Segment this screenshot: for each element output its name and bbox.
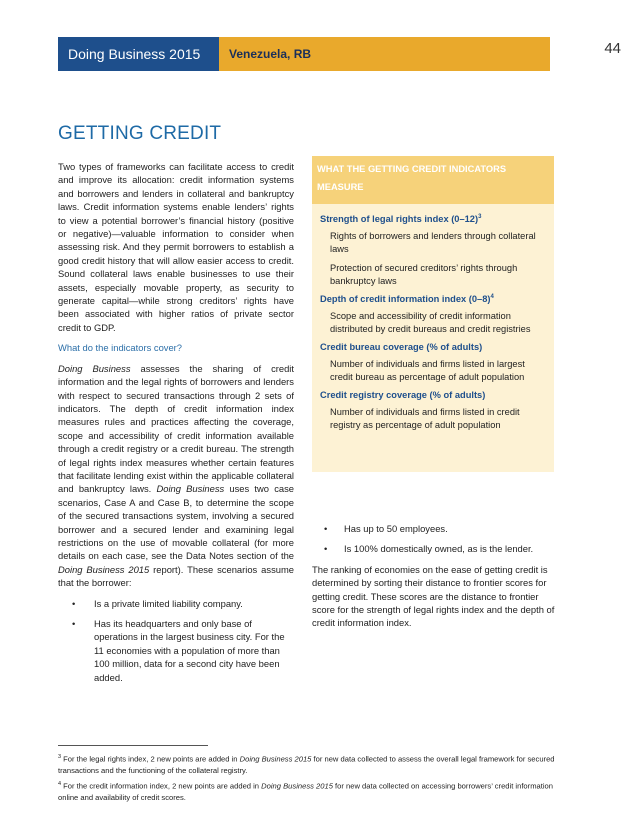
footnote-text: for new data collected on accessing borrowers’ credit information online and availability of credit scores.	[58, 781, 553, 802]
italic-text: Doing Business	[156, 483, 225, 495]
section-title: GETTING CREDIT	[58, 123, 222, 144]
footnote-number: 4	[58, 780, 62, 787]
ranking-paragraph: The ranking of economies on the ease of getting credit is determined by sorting their distance to frontier scores for getting credit. These scores are the distance to frontier score for the strength of legal rights index and the depth of credit information index.	[312, 563, 555, 629]
indicator-title	[320, 390, 546, 400]
list-item: • Is a private limited liability company.	[58, 597, 294, 610]
indicator-description: Protection of secured creditors’ rights through bankruptcy laws	[330, 263, 518, 286]
footnote-number: 3	[58, 754, 62, 760]
page-number: 44	[604, 40, 621, 57]
borrower-assumptions-list-continued	[312, 522, 558, 556]
box-body	[312, 204, 554, 472]
paragraph-text: uses two case scenarios, Case A and Case B, to determine the scope of the secured transactions system, involving a secured borrower and a secured lender and examining legal restrictions on the use of movable collateral (for more details on each case, see the Data Notes section of the	[58, 483, 294, 562]
header-bar	[58, 37, 550, 71]
borrower-assumptions-list	[58, 597, 294, 684]
indicators-subheading: What do the indicators cover?	[58, 342, 183, 354]
footnote-ref: 3	[478, 214, 482, 220]
footnote-divider	[58, 745, 208, 746]
indicator-title-text: Credit bureau coverage (% of adults)	[320, 342, 483, 353]
indicator-description: Scope and accessibility of credit information distributed by credit bureaus and credit registries	[330, 311, 531, 334]
indicator-description: Number of individuals and firms listed in credit registry as percentage of adult population	[330, 407, 520, 430]
indicators-box	[312, 156, 554, 472]
list-item: • Has up to 50 employees.	[312, 522, 558, 535]
paragraph-text: assesses the sharing of credit information and the legal rights of borrowers and lenders with respect to secured transactions through 2 sets of indicators. The depth of credit information index measures rules and practices affecting the coverage, scope and accessibility of credit information available through a credit registry or a credit bureau. The strength of legal rights index measures whether certain features that facilitate lending exist within the applicable collateral and bankruptcy laws.	[58, 362, 294, 495]
italic-text: Doing Business	[58, 362, 131, 374]
indicator-title	[320, 214, 546, 224]
box-heading: WHAT THE GETTING CREDIT INDICATORS MEASURE	[312, 156, 554, 204]
country-name: Venezuela, RB	[219, 37, 550, 71]
intro-paragraph: Two types of frameworks can facilitate access to credit and improve its allocation: credit information systems and borrowers and lenders in collateral and bankruptcy laws. Credit information systems enable lenders’ rights to view a potential borrower’s financial history (positive or negative)—valuable information to consider when assessing risk. And they permit borrowers to establish a good credit history that will allow easier access to credit. Sound collateral laws enable businesses to use their assets, especially movable property, as security to generate capital—while strong creditors’ rights have been associated with higher ratios of private sector credit to GDP.	[58, 161, 294, 333]
italic-text: Doing Business 2015	[58, 563, 150, 575]
indicator-title-text: Depth of credit information index (0–8)	[320, 294, 491, 305]
footnote-text: For the credit information index, 2 new points are added in	[61, 781, 262, 791]
list-item: • Is 100% domestically owned, as is the lender.	[312, 542, 558, 555]
report-title: Doing Business 2015	[58, 37, 219, 71]
indicator-title	[320, 342, 546, 352]
italic-text: Doing Business 2015	[239, 754, 312, 764]
footnote-ref: 4	[490, 294, 494, 301]
paragraph-text: report). These scenarios assume that the borrower:	[58, 563, 294, 589]
left-column	[58, 160, 294, 691]
italic-text: Doing Business 2015	[261, 781, 333, 791]
indicator-description: Number of individuals and firms listed in largest credit bureau as percentage of adult population	[330, 359, 525, 382]
footnote	[58, 779, 558, 804]
right-column	[312, 522, 558, 630]
list-item: • Has its headquarters and only base of operations in the largest business city. For the 11 economies with a population of more than 100 million, data for a second city have been added.	[58, 617, 294, 684]
footnote-text: For the legal rights index, 2 new points are added in	[61, 754, 240, 764]
indicators-paragraph	[58, 362, 294, 590]
indicator-title-text: Credit registry coverage (% of adults)	[320, 390, 486, 401]
indicator-title-text: Strength of legal rights index (0–12)	[320, 214, 479, 225]
footnote-text: for new data collected to assess the overall legal framework for secured transactions and the functioning of the collateral registry.	[58, 754, 555, 776]
footnote	[58, 752, 558, 777]
indicator-title	[320, 294, 546, 304]
indicator-description: Rights of borrowers and lenders through collateral laws	[330, 231, 536, 254]
footnotes	[58, 752, 558, 805]
